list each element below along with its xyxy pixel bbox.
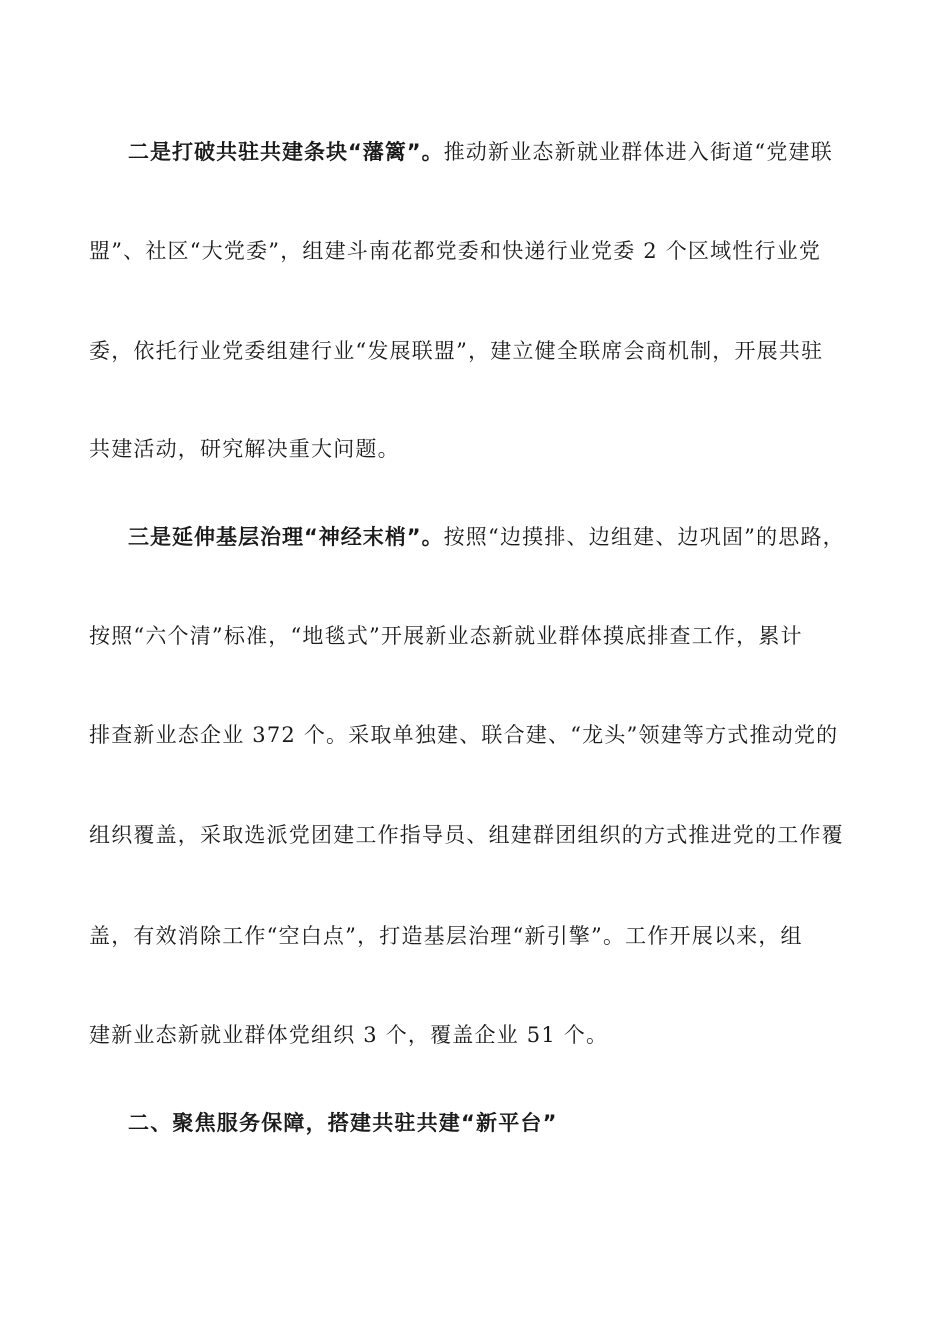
paragraph-2-line-4: 组织覆盖，采取选派党团建工作指导员、组建群团组织的方式推进党的工作覆 bbox=[89, 823, 844, 847]
paragraph-1-line-2: 盟”、社区“大党委”，组建斗南花都党委和快递行业党委 2 个区域性行业党 bbox=[89, 239, 822, 263]
paragraph-2-lead: 三是延伸基层治理“神经末梢”。 bbox=[128, 525, 444, 549]
paragraph-2-text: 按照“边摸排、边组建、边巩固”的思路， bbox=[443, 525, 845, 549]
paragraph-1-line-4: 共建活动，研究解决重大问题。 bbox=[89, 437, 400, 461]
paragraph-2-line-2: 按照“六个清”标准，“地毯式”开展新业态新就业群体摸底排查工作，累计 bbox=[89, 624, 803, 648]
paragraph-2-line-6: 建新业态新就业群体党组织 3 个，覆盖企业 51 个。 bbox=[89, 1023, 609, 1047]
paragraph-1-text: 推动新业态新就业群体进入街道“党建联 bbox=[443, 140, 833, 164]
paragraph-2-line-3: 排查新业态企业 372 个。采取单独建、联合建、“龙头”领建等方式推动党的 bbox=[89, 723, 839, 747]
paragraph-2-line-5: 盖，有效消除工作“空白点”，打造基层治理“新引擎”。工作开展以来，组 bbox=[89, 924, 803, 948]
paragraph-1-line-3: 委，依托行业党委组建行业“发展联盟”，建立健全联席会商机制，开展共驻 bbox=[89, 339, 824, 363]
paragraph-1-lead: 二是打破共驻共建条块“藩篱”。 bbox=[128, 140, 444, 164]
paragraph-2-line-1 bbox=[128, 522, 878, 552]
section-heading: 二、聚焦服务保障，搭建共驻共建“新平台” bbox=[128, 1111, 558, 1135]
paragraph-1-line-1 bbox=[128, 137, 878, 167]
